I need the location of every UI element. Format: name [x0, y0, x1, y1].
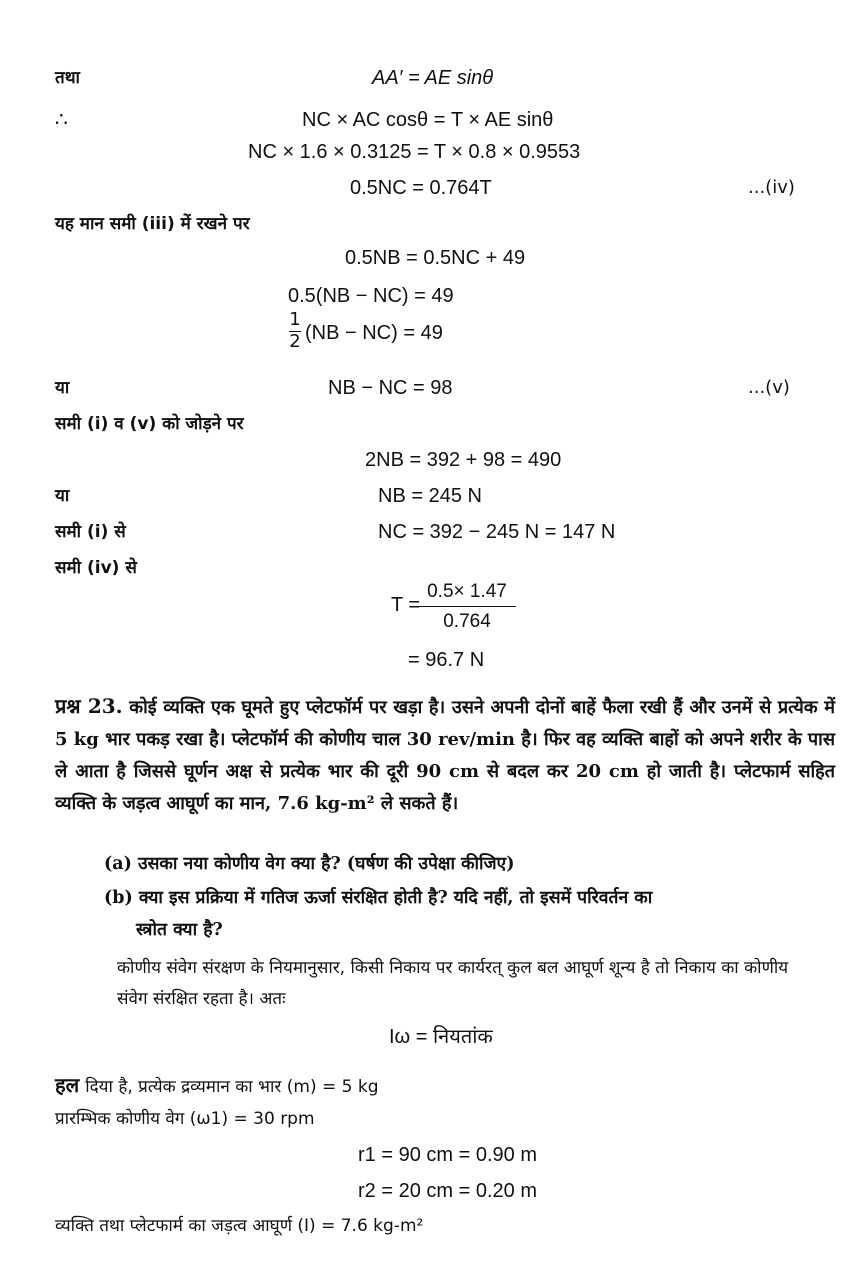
equation-t-lhs: T =: [391, 594, 421, 616]
text-from-i: समी (i) से: [55, 522, 126, 542]
question-block: [55, 690, 835, 820]
equation-ref-v: ...(v): [748, 377, 790, 398]
equation-nc-value: NC = 392 − 245 N = 147 N: [378, 521, 616, 543]
solution-intro: [55, 1073, 379, 1099]
solution-line-r1: r1 = 90 cm = 0.90 m: [358, 1144, 537, 1166]
solution-line-mass: दिया है, प्रत्येक द्रव्यमान का भार (m) = 5 kg: [85, 1077, 379, 1097]
fraction-bar: [289, 331, 301, 332]
equation-ref-iv: ...(iv): [748, 177, 795, 198]
equation-torque-balance: NC × AC cosθ = T × AE sinθ: [302, 109, 554, 131]
fraction-tension: [416, 580, 518, 634]
equation-half-diff: 0.5(NB − NC) = 49: [288, 285, 454, 307]
question-text: कोई व्यक्ति एक घूमते हुए प्लेटफॉर्म पर खड़ा है। उसने अपनी दोनों बाहें फैला रखी हैं और उनमें से प्रत्येक में 5 kg भार पकड़ रखा है। प्लेटफॉर्म की कोणीय चाल 30 rev/min है। फिर वह व्यक्ति बाहों को अपने शरीर के पास ले आता है जिससे घूर्णन अक्ष से प्रत्येक भार की दूरी 90 cm से बदल कर 20 cm हो जाती है। प्लेटफार्म सहित व्यक्ति के जड़त्व आघूर्ण का मान, 7.6 kg-m² ले सकते हैं।: [55, 697, 835, 814]
tension-numerator: 0.5× 1.47: [427, 581, 507, 602]
question-label: प्रश्न 23.: [55, 694, 123, 718]
equation-v: NB − NC = 98: [328, 377, 453, 399]
equation-iv: 0.5NC = 0.764T: [350, 177, 492, 199]
note-paragraph: कोणीय संवेग संरक्षण के नियमानुसार, किसी निकाय पर कार्यरत् कुल बल आघूर्ण शून्य है तो निकाय का कोणीय संवेग संरक्षित रहता है। अतः: [117, 958, 789, 1009]
question-part-b-line1: (b) क्या इस प्रक्रिया में गतिज ऊर्जा संरक्षित होती है? यदि नहीं, तो इसमें परिवर्तन का: [104, 888, 653, 908]
equation-nb-value: NB = 245 N: [378, 485, 482, 507]
solution-line-r2: r2 = 20 cm = 0.20 m: [358, 1180, 537, 1202]
equation-t-value: = 96.7 N: [408, 649, 485, 671]
fraction-denominator: 2: [289, 331, 301, 352]
therefore-symbol: ∴: [55, 109, 68, 131]
text-ya-1: या: [55, 378, 70, 398]
equation-half-rest: (NB − NC) = 49: [305, 322, 443, 344]
equation-aa-prime: AA′ = AE sinθ: [372, 67, 494, 89]
equation-2nb: 2NB = 392 + 98 = 490: [365, 449, 562, 471]
text-add-equations: समी (i) व (v) को जोड़ने पर: [55, 414, 244, 434]
equation-substitution: NC × 1.6 × 0.3125 = T × 0.8 × 0.9553: [248, 141, 581, 163]
solution-line-inertia: व्यक्ति तथा प्लेटफार्म का जड़त्व आघूर्ण (I) = 7.6 kg-m²: [55, 1216, 424, 1236]
solution-label: हल: [55, 1073, 80, 1097]
equation-nb-nc: 0.5NB = 0.5NC + 49: [345, 247, 526, 269]
fraction-half: [288, 310, 302, 352]
fraction-numerator: 1: [289, 309, 301, 330]
tension-denominator: 0.764: [443, 611, 491, 632]
text-tatha: तथा: [55, 68, 80, 88]
text-ya-2: या: [55, 486, 70, 506]
tension-fraction-bar: [418, 606, 516, 607]
solution-line-omega: प्रारम्भिक कोणीय वेग (ω1) = 30 rpm: [55, 1109, 315, 1129]
text-substitute-iii: यह मान समी (iii) में रखने पर: [55, 214, 250, 234]
question-part-a: (a) उसका नया कोणीय वेग क्या है? (घर्षण की उपेक्षा कीजिए): [104, 854, 515, 874]
text-from-iv: समी (iv) से: [55, 558, 137, 578]
note-equation: Iω = नियतांक: [389, 1026, 493, 1048]
question-part-b-line2: स्त्रोत क्या है?: [136, 920, 223, 940]
